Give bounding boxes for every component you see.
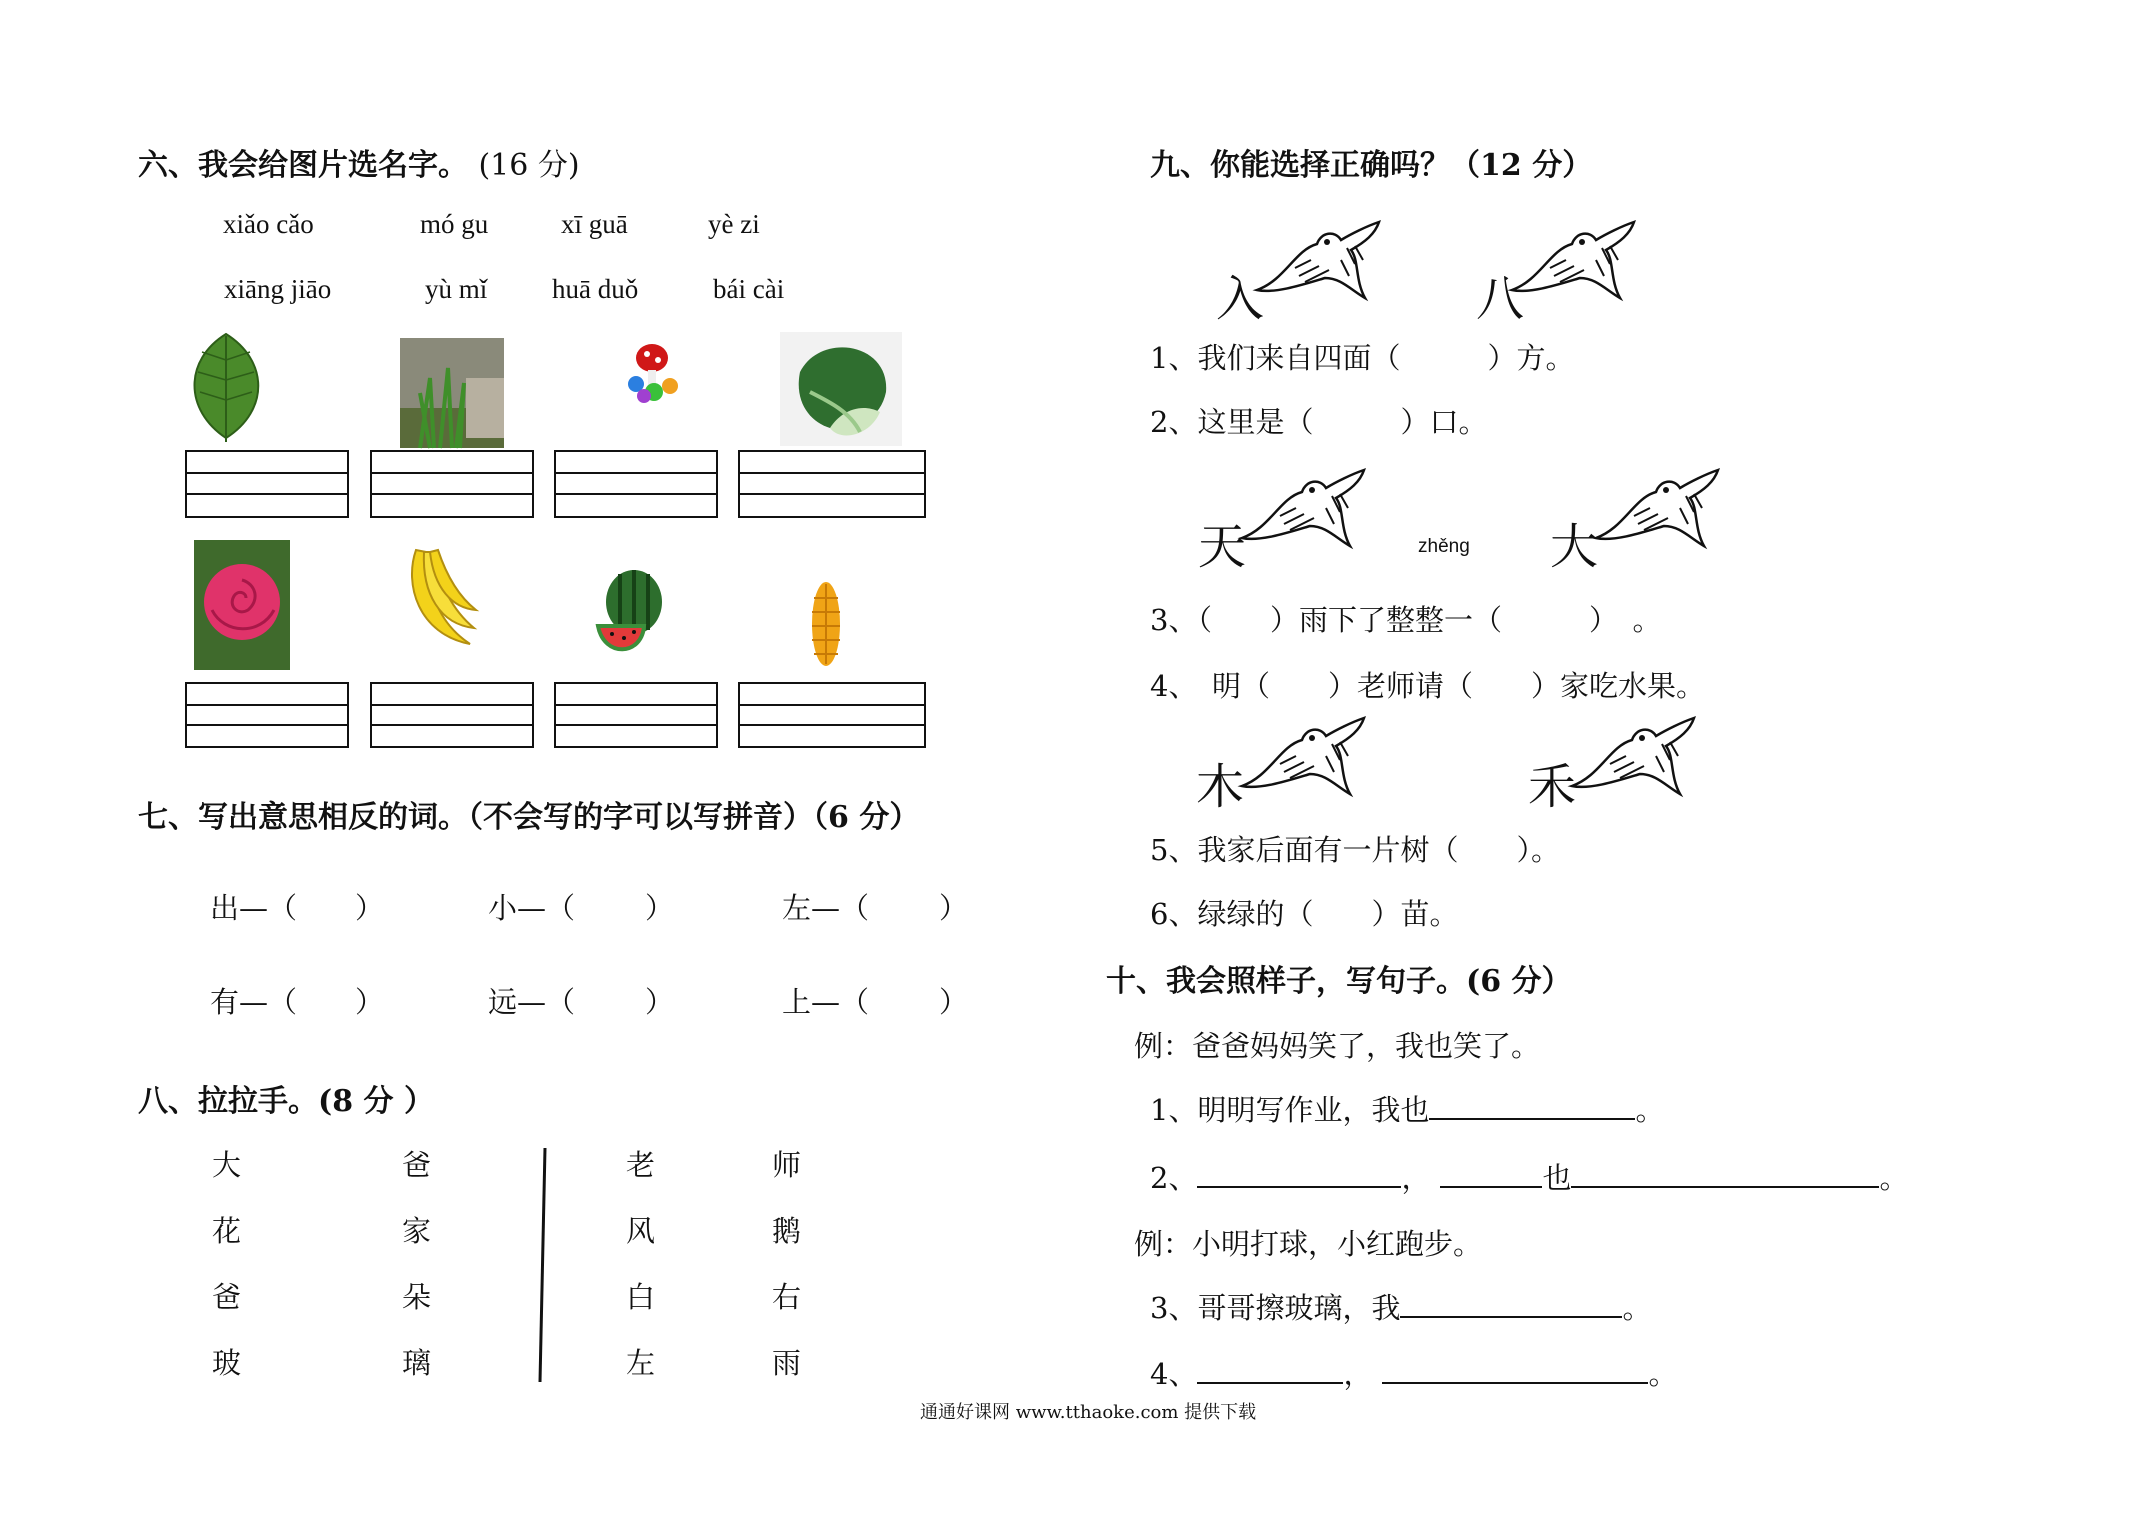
match-char[interactable]: 左 — [626, 1346, 656, 1380]
grass-image — [400, 338, 504, 448]
answer-blank[interactable] — [1440, 1158, 1542, 1188]
pinyin-4: yè zi — [708, 209, 760, 239]
answer-box[interactable] — [370, 682, 534, 748]
q9-3: 3、（ ）雨下了整整一（ ） 。 — [1150, 603, 1662, 637]
q9-4: 4、 明（ ）老师请（ ）家吃水果。 — [1150, 669, 1705, 703]
leaf-image — [180, 330, 272, 446]
section10-title: 十、我会照样子，写句子。(6 分） — [1106, 964, 1572, 999]
pinyin-7: huā duǒ — [552, 274, 639, 304]
pinyin-zheng: zhěng — [1418, 536, 1470, 557]
answer-box[interactable] — [554, 682, 718, 748]
match-char[interactable]: 风 — [626, 1214, 656, 1248]
answer-blank[interactable] — [1571, 1158, 1879, 1188]
answer-blank[interactable] — [1429, 1090, 1635, 1120]
example-2: 例：小明打球，小红跑步。 — [1134, 1227, 1483, 1261]
rose-image — [194, 540, 290, 670]
answer-blank[interactable] — [1197, 1158, 1401, 1188]
pinyin-3: xī guā — [561, 209, 628, 239]
bird-icon — [1240, 716, 1370, 806]
q9-2: 2、这里是（ ）口。 — [1150, 405, 1488, 439]
bird-icon — [1594, 468, 1724, 558]
q10-1: 1、明明写作业，我也 。 — [1150, 1088, 1664, 1129]
pinyin-8: bái cài — [713, 274, 785, 304]
pinyin-5: xiāng jiāo — [224, 274, 332, 304]
char-option: 入 — [1216, 271, 1265, 327]
footer-text: 通通好课网 www.tthaoke.com 提供下载 — [920, 1402, 1257, 1423]
antonym-2: 小—（ ） — [488, 891, 675, 925]
q10-4: 4、 ， 。 — [1150, 1352, 1677, 1393]
banana-image — [400, 544, 480, 656]
answer-box[interactable] — [738, 682, 926, 748]
q9-6: 6、绿绿的（ ）苗。 — [1150, 897, 1459, 931]
bird-icon — [1240, 468, 1370, 558]
match-char[interactable]: 右 — [772, 1280, 802, 1314]
pinyin-6: yù mǐ — [425, 274, 488, 304]
match-char[interactable]: 家 — [402, 1214, 432, 1248]
antonym-1: 出—（ ） — [210, 891, 385, 925]
q10-2: 2、 ， 也 。 — [1150, 1156, 1909, 1197]
pinyin-2: mó gu — [420, 209, 489, 239]
answer-box[interactable] — [370, 450, 534, 518]
answer-blank[interactable] — [1400, 1288, 1622, 1318]
antonym-6: 上—（ ） — [782, 985, 969, 1019]
q9-5: 5、我家后面有一片树（ ）。 — [1150, 833, 1560, 867]
watermelon-image — [594, 564, 666, 668]
answer-blank[interactable] — [1382, 1354, 1648, 1384]
bird-icon — [1570, 716, 1700, 806]
char-option: 八 — [1476, 271, 1525, 327]
corn-image — [806, 578, 846, 668]
match-char[interactable]: 玻 — [212, 1346, 242, 1380]
match-char[interactable]: 花 — [212, 1214, 242, 1248]
char-option: 木 — [1196, 759, 1245, 815]
char-option: 天 — [1198, 519, 1247, 575]
divider-line — [530, 1146, 550, 1386]
answer-box[interactable] — [185, 450, 349, 518]
answer-blank[interactable] — [1197, 1354, 1343, 1384]
char-option: 禾 — [1528, 759, 1577, 815]
section8-title: 八、拉拉手。(8 分 ） — [138, 1084, 434, 1119]
match-char[interactable]: 爸 — [212, 1280, 242, 1314]
bird-icon — [1510, 220, 1640, 310]
match-char[interactable]: 大 — [212, 1148, 242, 1182]
section7-title: 七、写出意思相反的词。（不会写的字可以写拼音）（6 分） — [138, 800, 920, 835]
mushroom-image — [614, 334, 684, 444]
section9-title: 九、你能选择正确吗？（12 分） — [1150, 148, 1593, 183]
bird-icon — [1255, 220, 1385, 310]
pinyin-1: xiǎo cǎo — [223, 209, 314, 239]
match-char[interactable]: 老 — [626, 1148, 656, 1182]
match-char[interactable]: 鹅 — [772, 1214, 802, 1248]
match-char[interactable]: 白 — [626, 1280, 656, 1314]
answer-box[interactable] — [554, 450, 718, 518]
match-char[interactable]: 爸 — [402, 1148, 432, 1182]
antonym-3: 左—（ ） — [782, 891, 969, 925]
match-char[interactable]: 雨 — [772, 1346, 802, 1380]
match-char[interactable]: 朵 — [402, 1280, 432, 1314]
match-char[interactable]: 璃 — [402, 1346, 432, 1380]
answer-box[interactable] — [185, 682, 349, 748]
antonym-4: 有—（ ） — [210, 985, 385, 1019]
antonym-5: 远—（ ） — [488, 985, 675, 1019]
q9-1: 1、我们来自四面（ ）方。 — [1150, 341, 1575, 375]
match-char[interactable]: 师 — [772, 1148, 802, 1182]
q10-3: 3、哥哥擦玻璃，我 。 — [1150, 1286, 1651, 1327]
answer-box[interactable] — [738, 450, 926, 518]
example-1: 例：爸爸妈妈笑了，我也笑了。 — [1134, 1029, 1541, 1063]
char-option: 大 — [1550, 519, 1599, 575]
cabbage-image — [780, 332, 902, 446]
section6-title: 六、我会给图片选名字。 (16 分) — [138, 148, 580, 183]
